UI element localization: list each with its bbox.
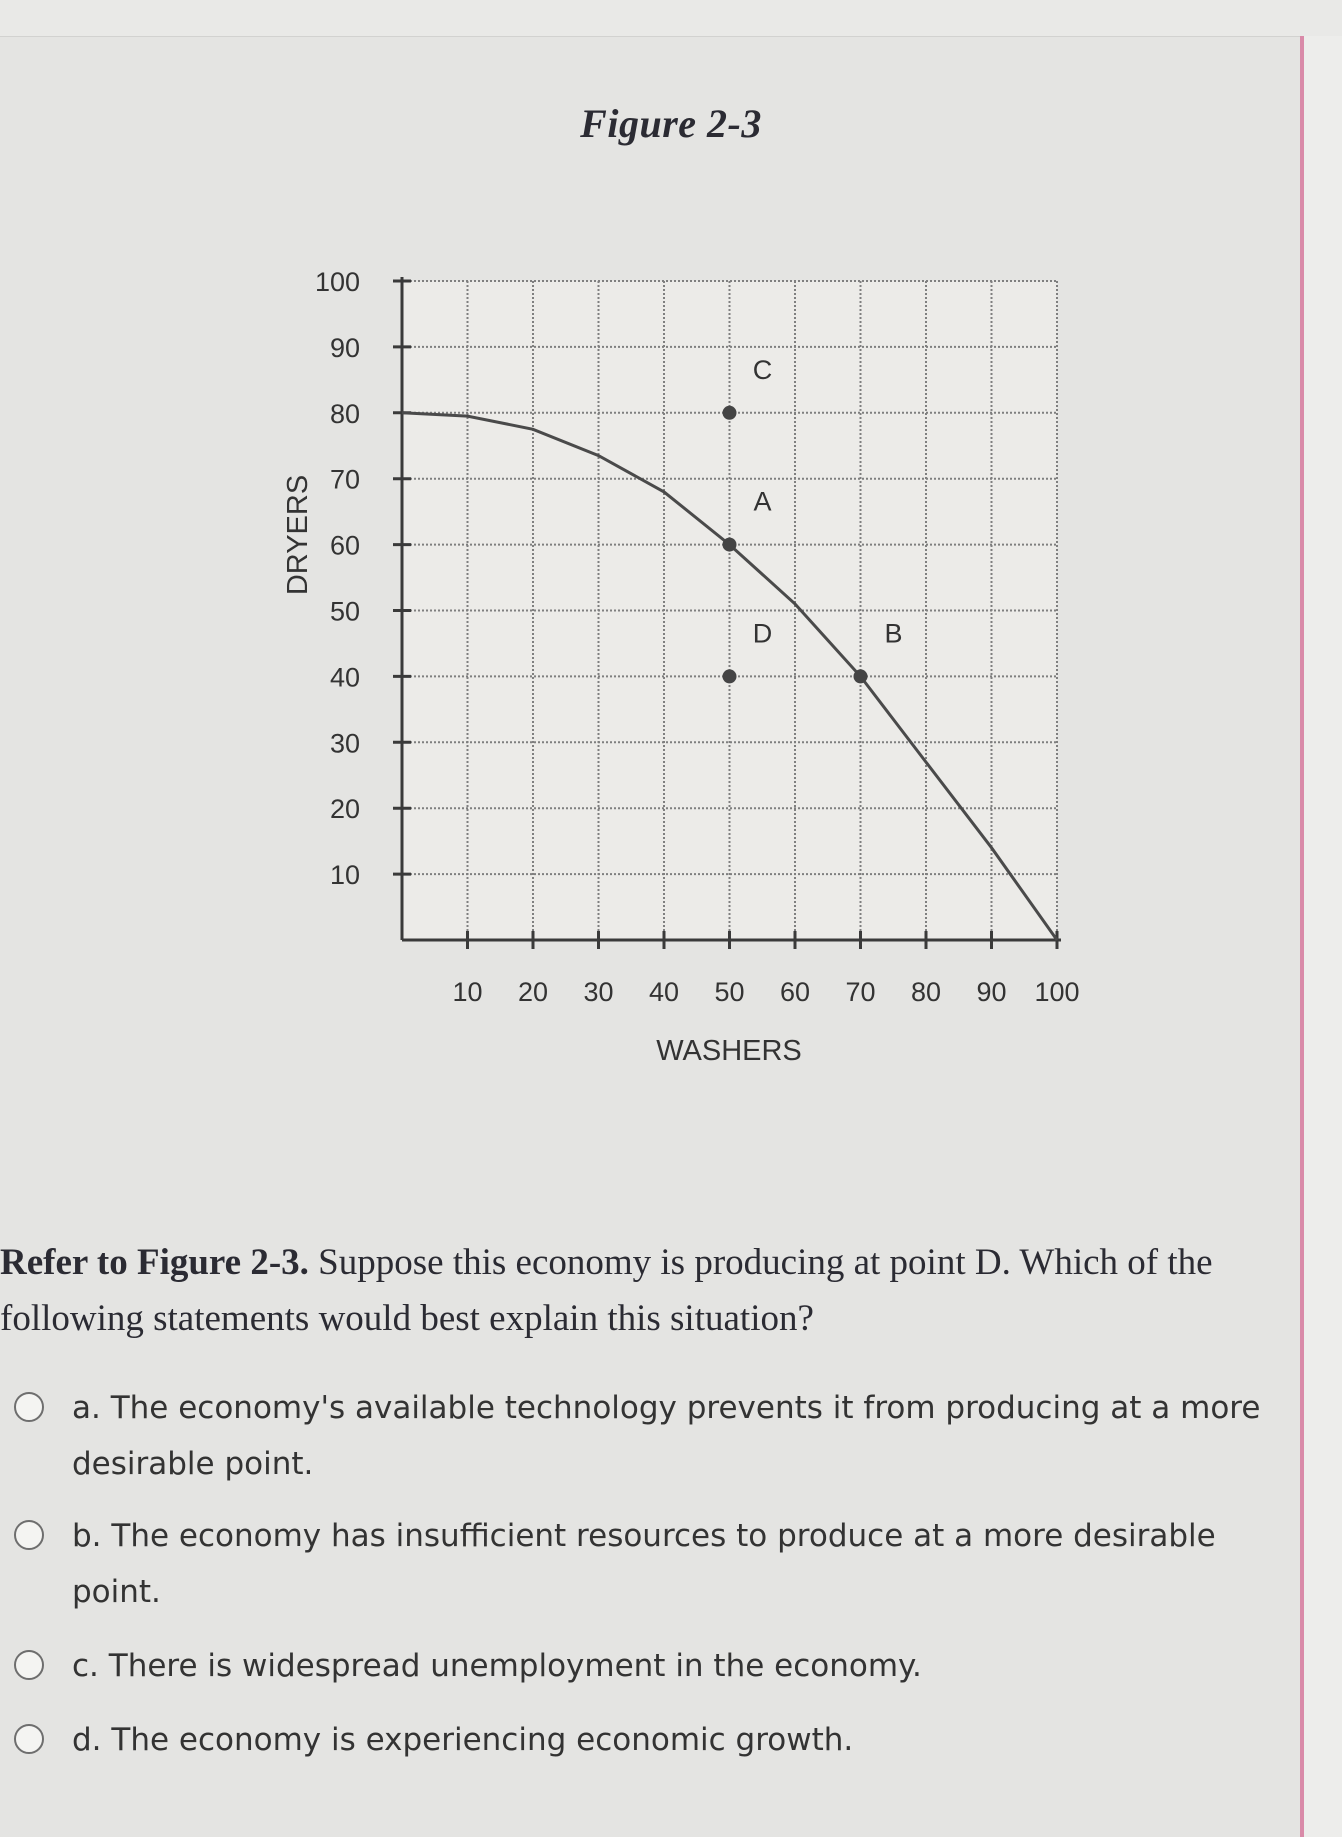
point-label-b: B [884,618,903,649]
point-a [723,538,737,552]
ppf-chart [260,250,1120,1090]
x-tick-label: 30 [583,977,614,1007]
x-tick-label: 10 [452,977,483,1007]
option-c[interactable] [14,1638,1294,1694]
question-body: Suppose this economy is producing at point D. Which of the following statements would best explain this situation? [0,1242,1213,1339]
question-reference: Refer to Figure 2-3. [0,1242,309,1283]
y-tick-label: 60 [329,530,360,561]
option-a[interactable] [14,1380,1294,1492]
point-d [723,669,737,683]
top-strip [0,0,1342,37]
y-tick-label: 20 [329,794,360,825]
chart-grid [402,281,1057,940]
x-tick-label: 60 [779,977,811,1007]
radio-button-b[interactable] [14,1520,44,1550]
option-c-label: c. There is widespread unemployment in the economy. [72,1648,922,1684]
y-axis-label: DRYERS [282,474,314,596]
point-b [854,669,868,683]
option-a-label: a. The economy's available technology prevents it from producing at a more desirable point. [72,1390,1261,1482]
x-axis-label: WASHERS [656,1035,802,1067]
y-tick-label: 40 [329,662,360,693]
radio-button-d[interactable] [14,1724,44,1754]
x-tick-label: 70 [845,977,876,1007]
x-tick-label: 50 [714,977,745,1007]
y-tick-label: 10 [329,860,360,891]
y-tick-label: 30 [329,728,360,759]
option-d[interactable] [14,1712,1294,1768]
x-tick-label: 40 [648,977,680,1007]
x-tick-label: 90 [976,977,1007,1007]
point-label-a: A [753,486,772,517]
option-d-label: d. The economy is experiencing economic growth. [72,1722,854,1758]
x-tick-label: 80 [910,977,942,1007]
y-tick-label: 80 [329,398,360,429]
y-tick-label: 70 [329,464,360,495]
point-label-d: D [752,618,773,649]
answer-options [14,1380,1294,1768]
radio-button-c[interactable] [14,1650,44,1680]
option-b[interactable] [14,1508,1294,1620]
point-label-c: C [752,354,773,385]
point-c [723,406,737,420]
right-margin [1304,36,1342,1837]
y-tick-label: 50 [329,596,360,627]
x-tick-label: 100 [1034,977,1080,1007]
option-b-label: b. The economy has insufficient resources to produce at a more desirable point. [72,1518,1216,1610]
y-tick-label: 90 [329,332,360,363]
y-tick-label: 100 [314,267,360,297]
question-text [0,1235,1300,1347]
radio-button-a[interactable] [14,1392,44,1422]
figure-title: Figure 2-3 [580,101,762,146]
x-tick-label: 20 [517,977,549,1007]
